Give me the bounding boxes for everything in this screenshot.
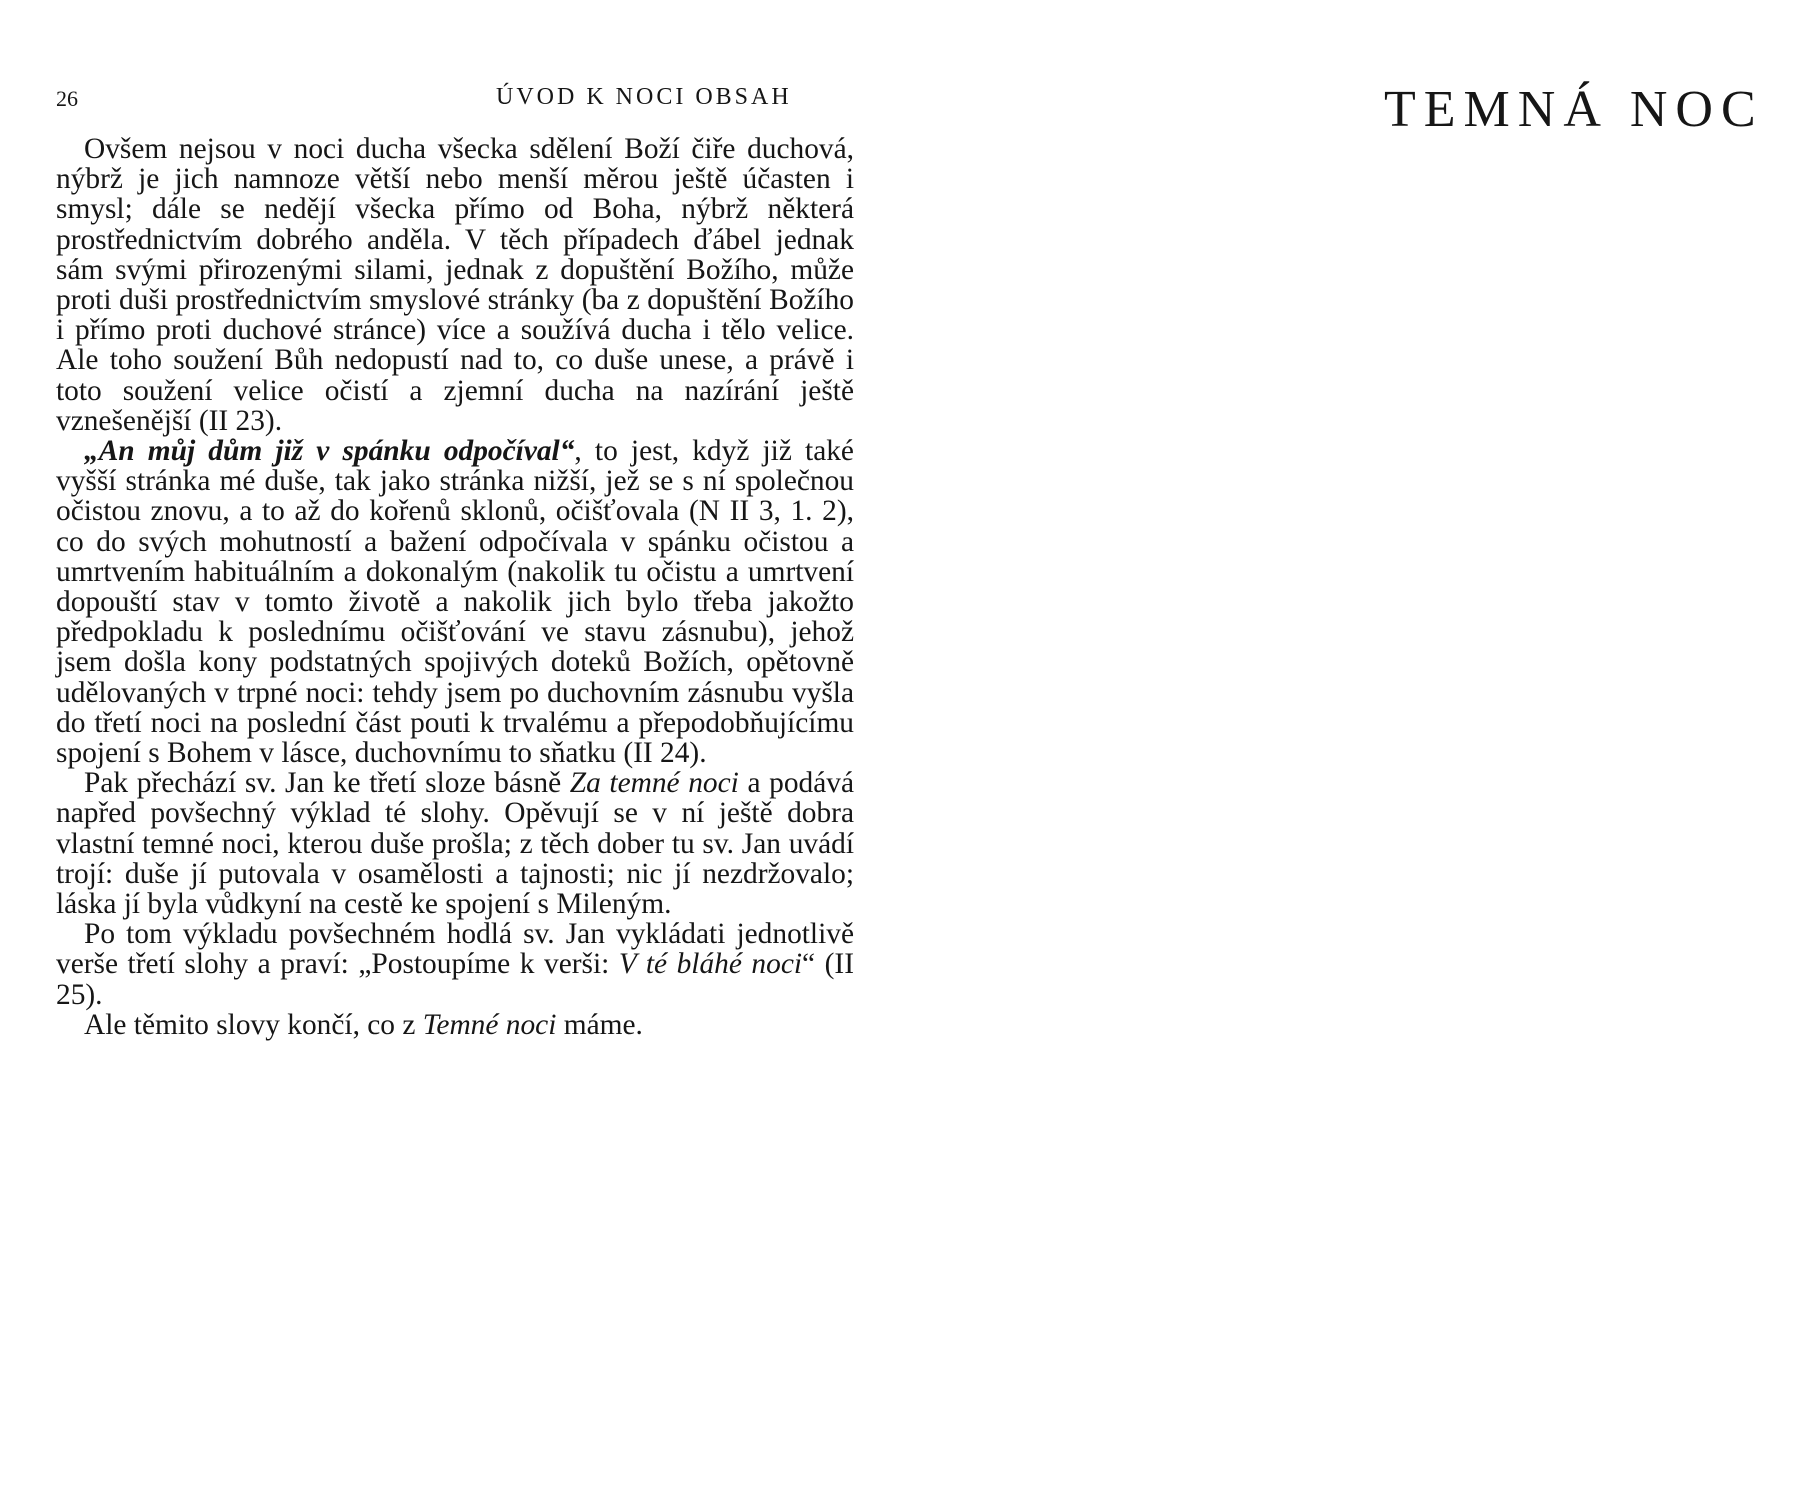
right-page-title: TEMNÁ NOC — [1384, 81, 1764, 138]
italic-verse: V té bláhé noci — [618, 948, 803, 981]
text-segment: Po tom výkladu povšechném hodlá sv. Jan vykládati jednotlivě verše třetí slohy a praví: „Postoupíme k verši: — [56, 918, 854, 981]
italic-title: Temné noci — [422, 1008, 557, 1041]
italic-title: Za temné noci — [569, 767, 739, 800]
verse-quote: „An můj dům již v spánku odpočíval“ — [84, 435, 575, 468]
text-segment: a podává napřed povšechný výklad té slohy. Opěvují se v ní ještě dobra vlastní temné noci, kterou duše prošla; z těch dober tu sv. Jan uvádí trojí: duše jí putovala v osamělosti a tajnosti; nic jí nezdržovalo; láska jí byla vůdkyní na cestě ke spojení s Mileným. — [56, 767, 854, 921]
body-text — [56, 134, 854, 1040]
text-segment: Pak přechází sv. Jan ke třetí sloze básně — [84, 767, 570, 800]
paragraph-5 — [56, 1010, 854, 1040]
running-head — [56, 84, 854, 124]
text-segment: , to jest, když již také vyšší stránka mé duše, tak jako stránka nižší, jež se s ní společnou očistou znovu, a to až do kořenů sklonů, očišťovala (N II 3, 1. 2), co do svých mohutností a bažení odpočívala v spánku očistou a umrtvením habituálním a dokonalým (nakolik tu očistu a umrtvení dopouští stav v tomto životě a nakolik jich bylo třeba jakožto předpokladu k poslednímu očišťování ve stavu zásnubu), jehož jsem došla kony podstatných spojivých doteků Božích, opětovně udělovaných v trpné noci: tehdy jsem po duchovním zásnubu vyšla do třetí noci na poslední část pouti k trvalému a přepodobňujícímu spojení s Bohem v lásce, duchovnímu to sňatku (II 24). — [56, 435, 854, 770]
text-segment: “ (II 25). — [56, 948, 855, 1011]
text-segment: Ovšem nejsou v noci ducha všecka sdělení Boží čiře duchová, nýbrž je jich namnoze větší nebo menší měrou ještě účasten i smysl; dále se nedějí všecka přímo od Boha, nýbrž některá prostřednictvím dobrého anděla. V těch případech ďábel jednak sám svými přirozenými silami, jednak z dopuštění Božího, může proti duši prostřednictvím smyslové stránky (ba z dopuštění Božího i přímo proti duchové stránce) více a soužívá ducha i tělo velice. Ale toho soužení Bůh nedopustí nad to, co duše unese, a právě i toto soužení velice očistí a zjemní ducha na nazírání ještě vznešenější (II 23). — [56, 133, 854, 437]
paragraph-1 — [56, 134, 854, 436]
running-head-title: ÚVOD K NOCI OBSAH — [496, 84, 792, 110]
text-segment: Ale těmito slovy končí, co z — [84, 1008, 423, 1041]
page-number: 26 — [56, 86, 78, 111]
left-page — [56, 84, 854, 1040]
paragraph-3 — [56, 768, 854, 919]
paragraph-2 — [56, 436, 854, 768]
paragraph-4 — [56, 919, 854, 1010]
text-segment: máme. — [556, 1008, 643, 1041]
